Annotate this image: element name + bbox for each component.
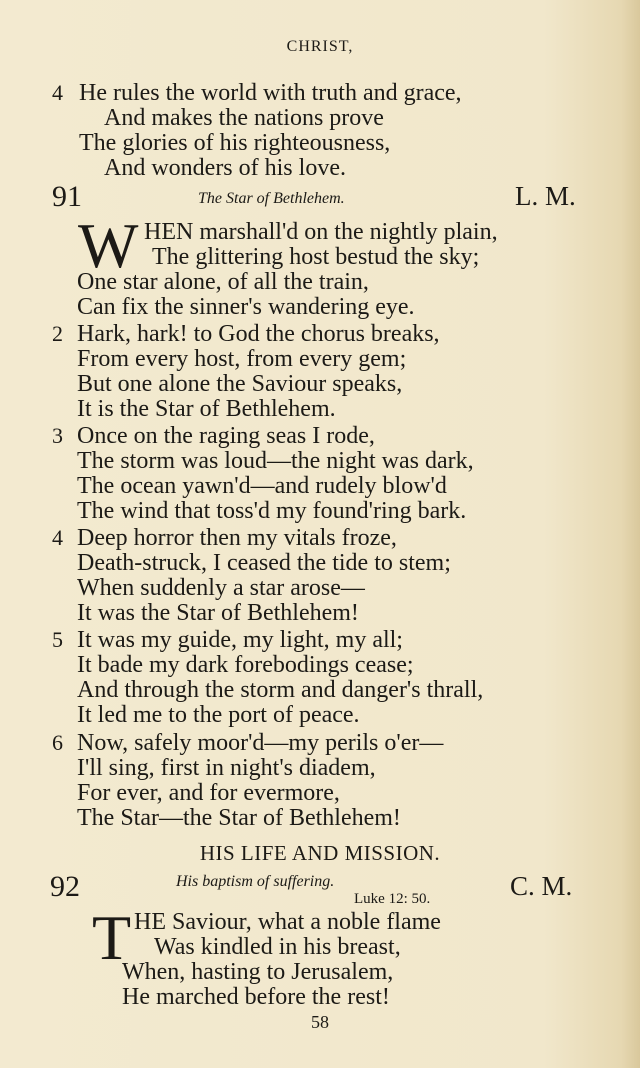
drop-cap: T (92, 902, 132, 973)
verse-line: He rules the world with truth and grace, (79, 80, 462, 106)
verse-line: It was the Star of Bethlehem! (77, 600, 359, 626)
hymn-title: His baptism of suffering. (176, 873, 335, 890)
verse-number: 5 (52, 627, 63, 652)
hymn-meter: L. M. (515, 181, 576, 211)
verse-line: I'll sing, first in night's diadem, (77, 755, 376, 781)
verse-line: The storm was loud—the night was dark, (77, 448, 474, 474)
verse-line: Now, safely moor'd—my perils o'er— (77, 730, 444, 756)
verse-line: Can fix the sinner's wandering eye. (77, 294, 415, 320)
hymn-title: The Star of Bethlehem. (198, 190, 345, 207)
verse-line: It bade my dark forebodings cease; (77, 652, 414, 678)
verse-number: 6 (52, 730, 63, 755)
verse-line: And through the storm and danger's thrall, (77, 677, 484, 703)
verse-line: He marched before the rest! (122, 984, 390, 1010)
verse-line: HE Saviour, what a noble flame (134, 909, 441, 935)
verse-line: The Star—the Star of Bethlehem! (77, 805, 401, 831)
verse-line: Hark, hark! to God the chorus breaks, (77, 321, 440, 347)
verse-line: Once on the raging seas I rode, (77, 423, 375, 449)
verse-line: HEN marshall'd on the nightly plain, (144, 219, 498, 245)
verse-line: Was kindled in his breast, (154, 934, 401, 960)
verse-line: It was my guide, my light, my all; (77, 627, 403, 653)
verse-line: The ocean yawn'd—and rudely blow'd (77, 473, 447, 499)
page-number: 58 (311, 1012, 329, 1032)
verse-line: It led me to the port of peace. (77, 702, 360, 728)
verse-line: When suddenly a star arose— (77, 575, 365, 601)
verse-line: The glories of his righteousness, (79, 130, 391, 156)
verse-line: From every host, from every gem; (77, 346, 407, 372)
verse-line: And makes the nations prove (104, 105, 384, 131)
verse-number: 4 (52, 525, 63, 550)
section-heading: HIS LIFE AND MISSION. (199, 841, 441, 865)
verse-line: One star alone, of all the train, (77, 269, 369, 295)
scripture-reference: Luke 12: 50. (354, 891, 431, 907)
drop-cap: W (78, 210, 139, 281)
verse-line: It is the Star of Bethlehem. (77, 396, 336, 422)
verse-line: But one alone the Saviour speaks, (77, 371, 403, 397)
verse-line: And wonders of his love. (104, 155, 346, 181)
verse-line: The glittering host bestud the sky; (152, 244, 480, 270)
verse-line: The wind that toss'd my found'ring bark. (77, 498, 467, 524)
hymn-number: 92 (50, 870, 80, 903)
verse-line: Death-struck, I ceased the tide to stem; (77, 550, 451, 576)
verse-line: Deep horror then my vitals froze, (77, 525, 397, 551)
hymn-meter: C. M. (510, 871, 573, 901)
verse-line: For ever, and for evermore, (77, 780, 340, 806)
verse-number: 3 (52, 423, 63, 448)
running-header: CHRIST, (286, 38, 354, 55)
hymn-number: 91 (52, 180, 82, 213)
verse-number: 2 (52, 321, 63, 346)
verse-line: When, hasting to Jerusalem, (122, 959, 394, 985)
verse-number: 4 (52, 80, 63, 105)
